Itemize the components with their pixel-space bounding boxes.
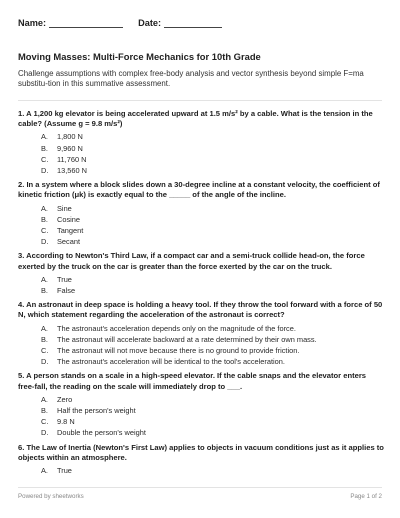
answer-option[interactable] — [41, 225, 384, 236]
worksheet-description: Challenge assumptions with complex free-body analysis and vector synthesis beyond simple F=ma substitu-tion in this summative assessment. — [18, 69, 364, 89]
question-4 — [18, 300, 384, 367]
answer-option[interactable] — [41, 154, 384, 165]
answer-option[interactable] — [41, 131, 384, 142]
question-text: 3. According to Newton's Third Law, if a compact car and a semi-truck collide head-on, the force exerted by the truck on the car is greater than the force exerted by the car on the truck. — [18, 251, 365, 271]
answer-option[interactable] — [41, 165, 384, 176]
option-text: The astronaut will accelerate backward at a rate determined by their own mass. — [57, 334, 317, 344]
answer-option[interactable] — [41, 236, 384, 247]
answer-options — [18, 323, 384, 368]
answer-option[interactable] — [41, 427, 384, 438]
date-label: Date: — [138, 18, 162, 28]
answer-option[interactable] — [41, 143, 384, 154]
answer-option[interactable] — [41, 465, 384, 476]
student-info-header — [18, 17, 222, 28]
worksheet-title: Moving Masses: Multi-Force Mechanics for 10th Grade — [18, 51, 261, 62]
answer-option[interactable] — [41, 394, 384, 405]
powered-by-text: Powered by sheetworks — [18, 493, 84, 500]
question-text: 2. In a system where a block slides down a 30-degree incline at a constant velocity, the coefficient of kinetic friction (μk) is exactly equal to the _____ of the angle of the incline. — [18, 180, 380, 200]
name-blank-line[interactable] — [49, 17, 123, 28]
option-text: Zero — [57, 394, 73, 404]
option-text: The astronaut's acceleration will be identical to the tool's acceleration. — [57, 357, 285, 367]
option-text: Double the person's weight — [57, 428, 146, 438]
page-number: Page 1 of 2 — [350, 493, 382, 500]
question-text: 6. The Law of Inertia (Newton's First Law) applies to objects in vacuum conditions just as it applies to objects within an atmosphere. — [18, 442, 384, 462]
answer-options — [18, 465, 384, 476]
answer-options — [18, 203, 384, 248]
option-letter: D. — [41, 428, 49, 438]
option-letter: B. — [41, 143, 48, 153]
answer-options — [18, 394, 384, 439]
option-letter: B. — [41, 406, 48, 416]
date-blank-line[interactable] — [164, 17, 222, 28]
footer-divider — [18, 487, 382, 488]
answer-option[interactable] — [41, 345, 384, 356]
option-letter: D. — [41, 357, 49, 367]
answer-option[interactable] — [41, 285, 384, 296]
option-letter: C. — [41, 226, 49, 236]
option-letter: D. — [41, 166, 49, 176]
question-text: 5. A person stands on a scale in a high-speed elevator. If the cable snaps and the elevator enters free-fall, the reading on the scale will immediately drop to ___. — [18, 371, 367, 391]
name-label: Name: — [18, 18, 47, 28]
header-divider — [18, 100, 382, 101]
option-letter: C. — [41, 417, 49, 427]
option-letter: A. — [41, 274, 48, 284]
option-text: Secant — [57, 237, 81, 247]
option-text: Tangent — [57, 226, 84, 236]
question-list — [18, 109, 384, 480]
question-2 — [18, 180, 384, 247]
question-1 — [18, 109, 384, 176]
option-letter: C. — [41, 346, 49, 356]
option-text: True — [57, 274, 72, 284]
option-letter: A. — [41, 132, 48, 142]
option-text: The astronaut's acceleration depends only on the magnitude of the force. — [57, 323, 296, 333]
question-6 — [18, 443, 384, 477]
question-text: 1. A 1,200 kg elevator is being accelerated upward at 1.5 m/s² by a cable. What is the tension in the cable? (Assume g = 9.8 m/s²) — [18, 109, 373, 129]
option-letter: A. — [41, 466, 48, 476]
answer-option[interactable] — [41, 274, 384, 285]
question-3 — [18, 251, 384, 296]
option-letter: C. — [41, 154, 49, 164]
option-text: 9,960 N — [57, 143, 83, 153]
option-letter: B. — [41, 334, 48, 344]
question-5 — [18, 371, 384, 438]
answer-option[interactable] — [41, 405, 384, 416]
option-text: True — [57, 466, 72, 476]
answer-options — [18, 274, 384, 296]
answer-option[interactable] — [41, 203, 384, 214]
option-text: 9.8 N — [57, 417, 75, 427]
option-text: The astronaut will not move because there is no ground to provide friction. — [57, 346, 300, 356]
answer-option[interactable] — [41, 416, 384, 427]
option-text: Cosine — [57, 214, 81, 224]
option-text: 1,800 N — [57, 132, 83, 142]
option-text: Sine — [57, 203, 72, 213]
answer-options — [18, 131, 384, 176]
answer-option[interactable] — [41, 214, 384, 225]
option-letter: B. — [41, 214, 48, 224]
option-letter: A. — [41, 203, 48, 213]
option-text: False — [57, 286, 76, 296]
answer-option[interactable] — [41, 323, 384, 334]
question-text: 4. An astronaut in deep space is holding a heavy tool. If they throw the tool forward with a force of 50 N, which statement regarding the acceleration of the astronaut is correct? — [18, 300, 383, 320]
option-text: 11,760 N — [57, 154, 87, 164]
option-letter: D. — [41, 237, 49, 247]
option-letter: A. — [41, 323, 48, 333]
answer-option[interactable] — [41, 334, 384, 345]
option-letter: A. — [41, 394, 48, 404]
option-text: Half the person's weight — [57, 406, 136, 416]
answer-option[interactable] — [41, 356, 384, 367]
option-text: 13,560 N — [57, 166, 87, 176]
option-letter: B. — [41, 286, 48, 296]
